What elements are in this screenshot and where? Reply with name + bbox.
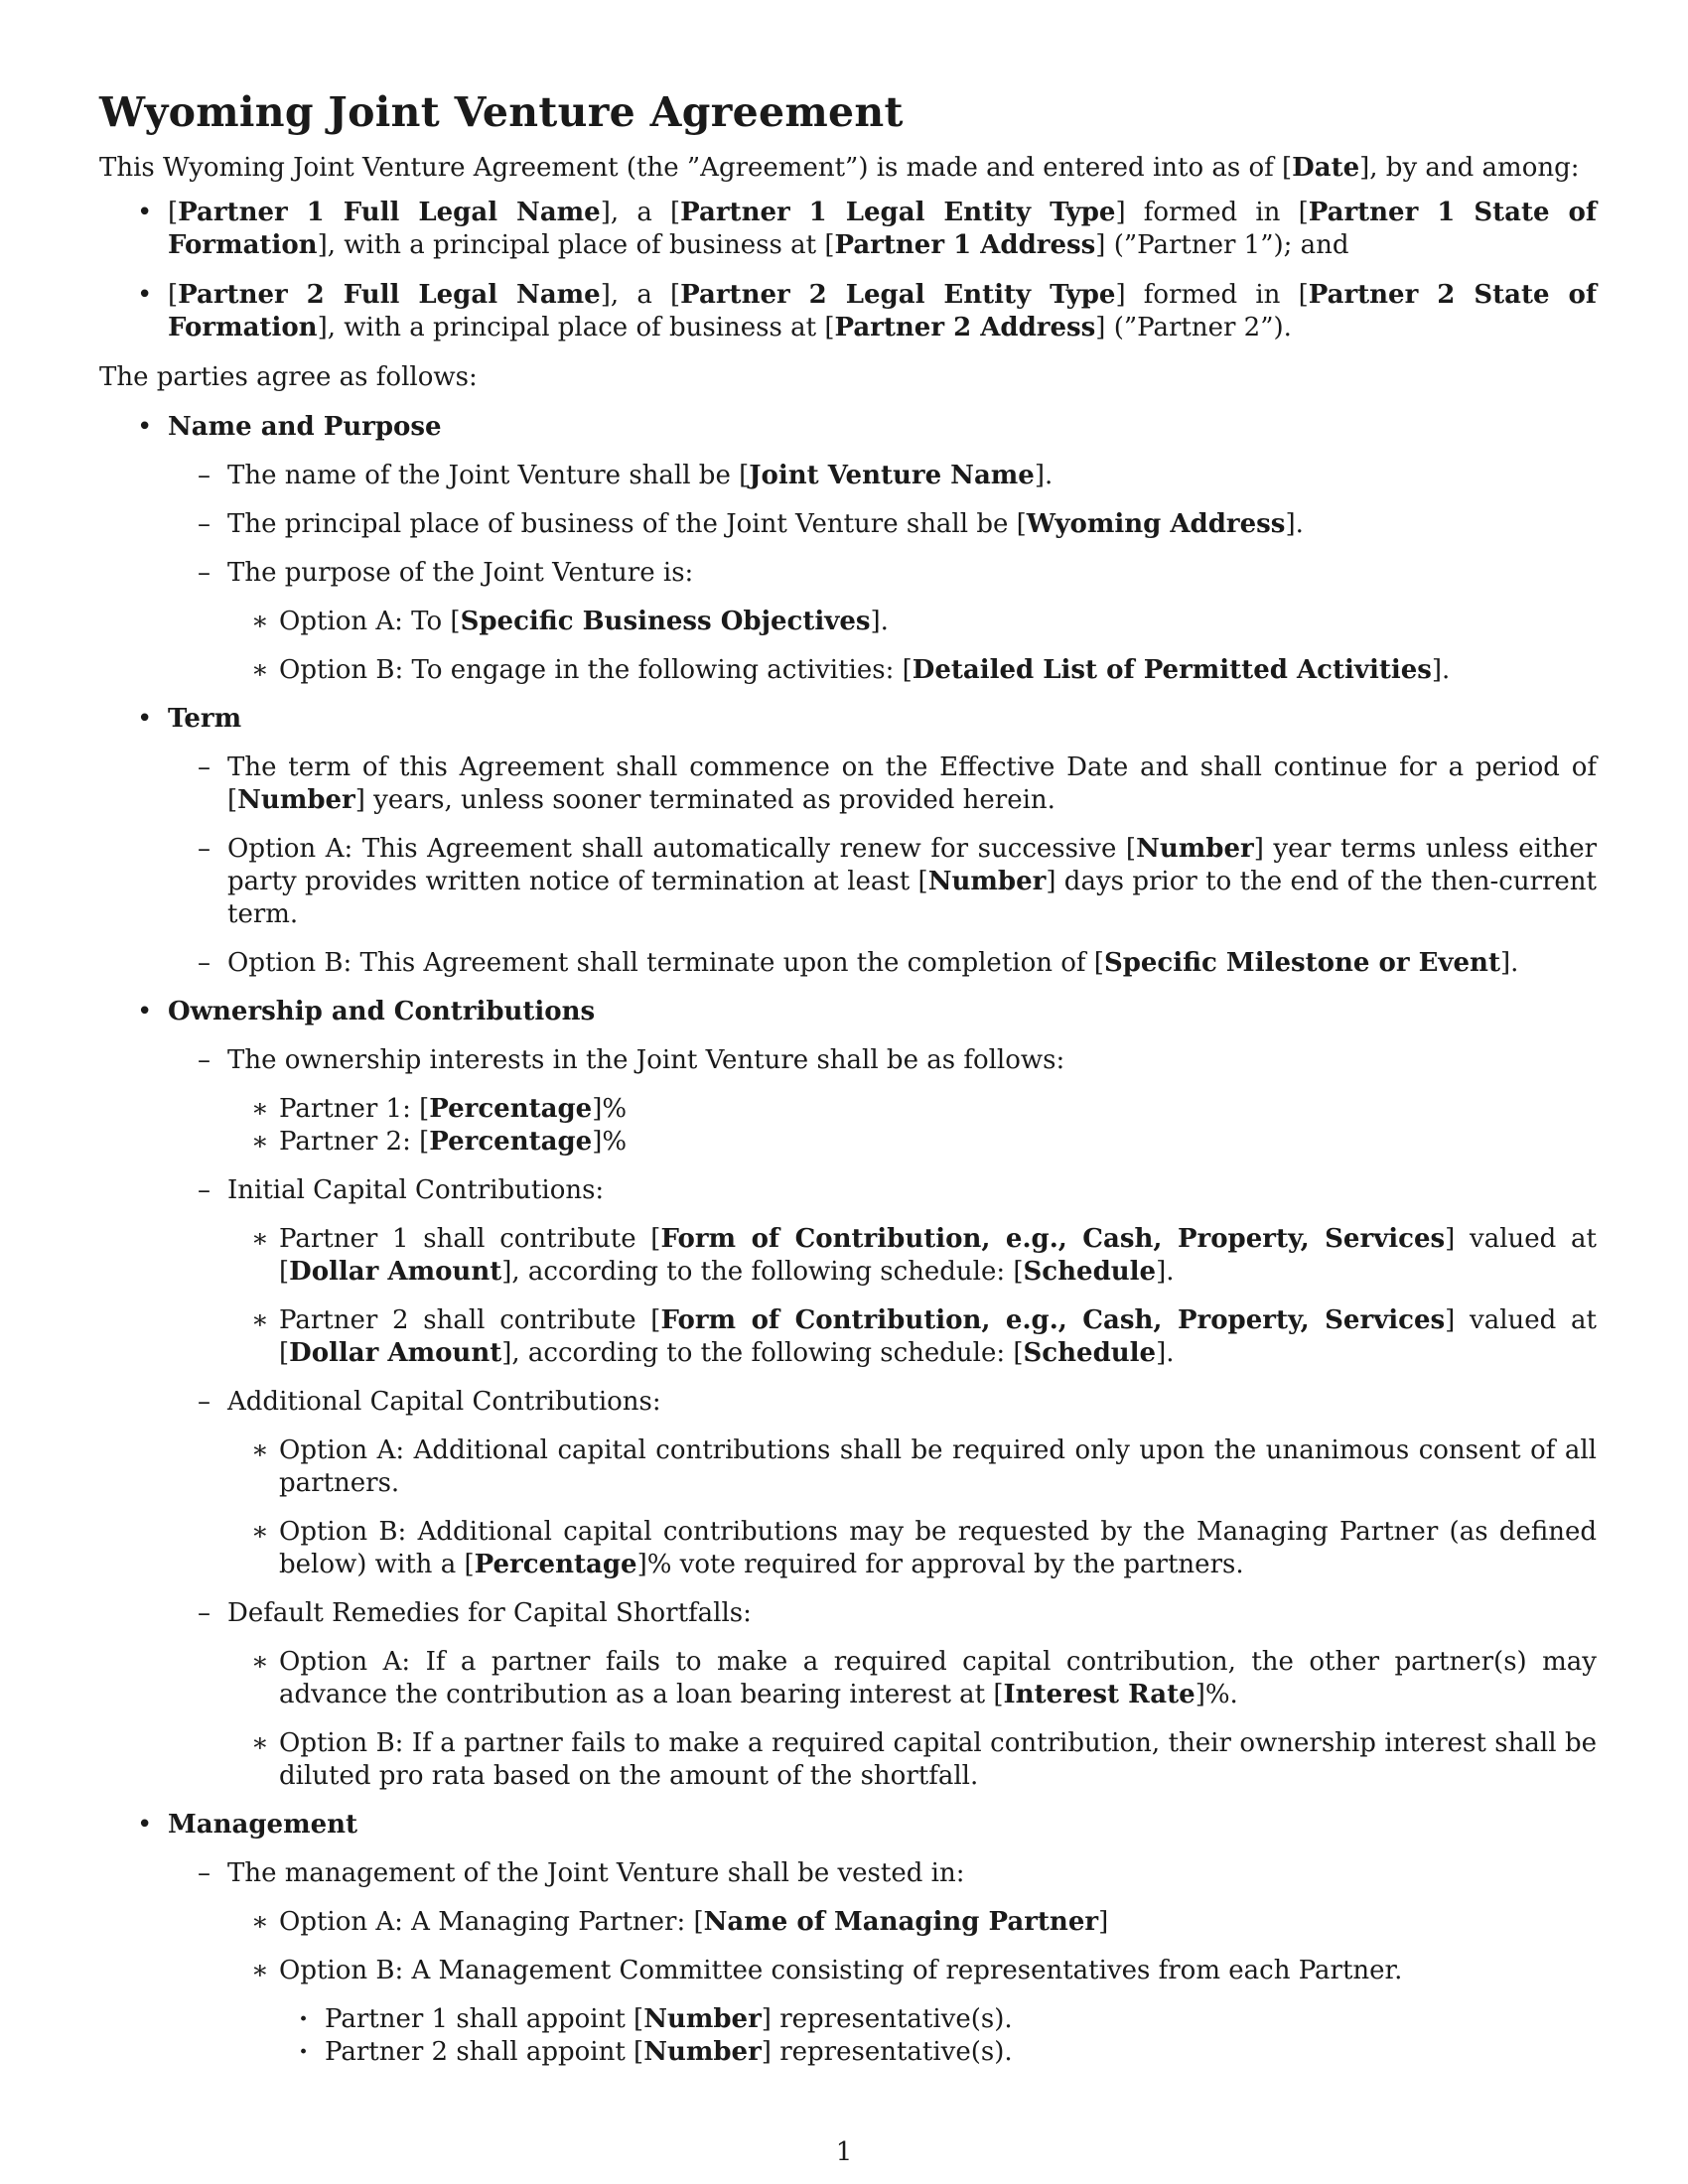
representative-item bbox=[279, 2003, 1597, 2036]
text: ] days prior to the end of the then-current term. bbox=[227, 867, 1598, 929]
text: ] formed in [ bbox=[1115, 198, 1309, 227]
text: Partner 2: [ bbox=[279, 1127, 430, 1157]
text: Option A: To [ bbox=[279, 607, 461, 636]
text: ]. bbox=[1156, 1338, 1175, 1368]
option-list bbox=[227, 1906, 1597, 2069]
option-list bbox=[227, 1434, 1597, 1581]
intro-paragraph bbox=[99, 152, 1597, 185]
text: ]. bbox=[1156, 1257, 1175, 1287]
text: The management of the Joint Venture shall be vested in: bbox=[227, 1858, 965, 1888]
option-item bbox=[227, 1955, 1597, 2069]
text: Option B: To engage in the following activities: [ bbox=[279, 655, 913, 685]
option-item bbox=[227, 1727, 1597, 1793]
agree-line: The parties agree as follows: bbox=[99, 362, 478, 392]
placeholder: Specific Milestone or Event bbox=[1103, 948, 1500, 978]
text: ]. bbox=[870, 607, 889, 636]
list-item bbox=[168, 833, 1597, 931]
list-item bbox=[168, 751, 1597, 817]
placeholder: Dollar Amount bbox=[289, 1338, 502, 1368]
sections-list bbox=[99, 411, 1597, 2069]
section-name-purpose bbox=[99, 411, 1597, 687]
list-item bbox=[168, 460, 1597, 492]
text: Option B: This Agreement shall terminate upon the completion of [ bbox=[227, 948, 1104, 978]
placeholder: Number bbox=[927, 867, 1047, 896]
text: The term of this Agreement shall commence on the Effective Date and shall continue for a period of [ bbox=[227, 752, 1597, 815]
parties-list bbox=[99, 197, 1597, 344]
placeholder: Percentage bbox=[429, 1094, 593, 1124]
intro-lead: This Wyoming Joint Venture Agreement (the ”Agreement”) is made and entered into as of [ bbox=[99, 153, 1293, 183]
document-page bbox=[99, 87, 1597, 2085]
text: ], a [ bbox=[600, 280, 681, 310]
party-state: Partner 1 State of Formation bbox=[168, 198, 1598, 260]
section-title: • Name and Purpose bbox=[168, 412, 442, 442]
text: The ownership interests in the Joint Venture shall be as follows: bbox=[227, 1045, 1065, 1075]
party-entity: Partner 2 Legal Entity Type bbox=[680, 280, 1116, 310]
text: ] (”Partner 1”); and bbox=[1095, 230, 1349, 260]
section-title: • Ownership and Contributions bbox=[168, 997, 596, 1026]
list-item bbox=[168, 1174, 1597, 1370]
placeholder: Dollar Amount bbox=[289, 1257, 502, 1287]
intro-tail: ], by and among: bbox=[1359, 153, 1580, 183]
option-item bbox=[227, 1223, 1597, 1289]
placeholder: Name of Managing Partner bbox=[703, 1907, 1099, 1937]
party-entity: Partner 1 Legal Entity Type bbox=[680, 198, 1116, 227]
text: Partner 2 shall contribute [ bbox=[279, 1305, 661, 1335]
option-list bbox=[227, 1093, 1597, 1159]
text: ]. bbox=[1499, 948, 1519, 978]
text: ] (”Partner 2”). bbox=[1095, 313, 1292, 342]
text: ] formed in [ bbox=[1115, 280, 1309, 310]
list-item bbox=[168, 557, 1597, 687]
placeholder: Detailed List of Permitted Activities bbox=[912, 655, 1432, 685]
text: ]. bbox=[1285, 509, 1304, 539]
option-item bbox=[227, 1093, 1597, 1126]
text: The purpose of the Joint Venture is: bbox=[227, 558, 694, 588]
placeholder: Wyoming Address bbox=[1026, 509, 1286, 539]
sublist bbox=[168, 1857, 1597, 2069]
placeholder: Number bbox=[643, 2004, 762, 2034]
text: ] year terms unless either party provides written notice of termination at least [ bbox=[227, 834, 1598, 896]
placeholder: Number bbox=[643, 2037, 762, 2067]
placeholder: Percentage bbox=[429, 1127, 593, 1157]
section-management bbox=[99, 1809, 1597, 2069]
party-address: Partner 1 Address bbox=[834, 230, 1096, 260]
text: Option A: If a partner fails to make a required capital contribution, the other partner(s) may advance the contribution as a loan bearing interest at [ bbox=[279, 1647, 1597, 1709]
option-item bbox=[227, 1126, 1597, 1159]
option-item bbox=[227, 654, 1597, 687]
section-title: • Term bbox=[168, 704, 242, 734]
party-name: Partner 2 Full Legal Name bbox=[178, 280, 601, 310]
list-item bbox=[168, 947, 1597, 980]
list-item bbox=[168, 1597, 1597, 1793]
text: The principal place of business of the Joint Venture shall be [ bbox=[227, 509, 1027, 539]
representative-item bbox=[279, 2036, 1597, 2069]
text: ]. bbox=[1034, 461, 1054, 490]
text: Option B: Additional capital contributions may be requested by the Managing Partner (as defined below) with a [ bbox=[279, 1517, 1597, 1579]
option-list bbox=[227, 606, 1597, 687]
option-item bbox=[227, 1304, 1597, 1370]
text: ]% bbox=[592, 1127, 628, 1157]
text: Default Remedies for Capital Shortfalls: bbox=[227, 1598, 752, 1628]
placeholder: Schedule bbox=[1023, 1257, 1157, 1287]
text: Option A: This Agreement shall automatically renew for successive [ bbox=[227, 834, 1137, 864]
text: ], a [ bbox=[600, 198, 681, 227]
text: ], according to the following schedule: [ bbox=[501, 1257, 1024, 1287]
text: ]. bbox=[1431, 655, 1451, 685]
party-item: • [Partner 2 Full Legal Name], a [Partner 2 Legal Entity Type] formed in [Partner 2 State of Formation], with a principal place of business at [Partner 2 Address] (”Partner 2”). bbox=[99, 279, 1597, 344]
text: ] bbox=[1098, 1907, 1109, 1937]
placeholder: Percentage bbox=[474, 1550, 637, 1579]
list-item bbox=[168, 1857, 1597, 2069]
text: Option A: A Managing Partner: [ bbox=[279, 1907, 704, 1937]
text: ] valued at [ bbox=[279, 1305, 1597, 1368]
text: ] representative(s). bbox=[761, 2037, 1013, 2067]
list-item bbox=[168, 508, 1597, 541]
placeholder: Form of Contribution, e.g., Cash, Property, Services bbox=[660, 1305, 1446, 1335]
option-item bbox=[227, 606, 1597, 638]
section-ownership bbox=[99, 996, 1597, 1793]
party-address: Partner 2 Address bbox=[834, 313, 1096, 342]
text: ]%. bbox=[1195, 1680, 1238, 1709]
text: ] representative(s). bbox=[761, 2004, 1013, 2034]
text: ]% vote required for approval by the partners. bbox=[636, 1550, 1244, 1579]
text: ], according to the following schedule: [ bbox=[501, 1338, 1024, 1368]
document-title: Wyoming Joint Venture Agreement bbox=[99, 88, 904, 136]
option-list bbox=[227, 1646, 1597, 1793]
text: ] valued at [ bbox=[279, 1224, 1597, 1287]
text: Partner 1 shall contribute [ bbox=[279, 1224, 661, 1254]
text: Partner 1 shall appoint [ bbox=[325, 2004, 644, 2034]
text: ], with a principal place of business at [ bbox=[317, 313, 835, 342]
party-state: Partner 2 State of Formation bbox=[168, 280, 1598, 342]
text: ] years, unless sooner terminated as provided herein. bbox=[354, 785, 1055, 815]
sublist bbox=[168, 751, 1597, 980]
text: Partner 2 shall appoint [ bbox=[325, 2037, 644, 2067]
option-item bbox=[227, 1906, 1597, 1939]
list-item bbox=[168, 1044, 1597, 1159]
text: The name of the Joint Venture shall be [ bbox=[227, 461, 750, 490]
party-name: Partner 1 Full Legal Name bbox=[178, 198, 601, 227]
placeholder: Schedule bbox=[1023, 1338, 1157, 1368]
representative-list bbox=[279, 2003, 1597, 2069]
section-term bbox=[99, 703, 1597, 980]
placeholder: Joint Venture Name bbox=[749, 461, 1035, 490]
placeholder: Specific Business Objectives bbox=[460, 607, 871, 636]
text: Initial Capital Contributions: bbox=[227, 1175, 605, 1205]
text: ]% bbox=[592, 1094, 628, 1124]
option-item bbox=[227, 1516, 1597, 1581]
section-title: • Management bbox=[168, 1810, 358, 1840]
date-placeholder: Date bbox=[1292, 153, 1360, 183]
option-item bbox=[227, 1646, 1597, 1711]
sublist bbox=[168, 460, 1597, 687]
page-number: 1 bbox=[835, 2137, 853, 2167]
text: Option A: Additional capital contributions shall be required only upon the unanimous consent of all partners. bbox=[279, 1435, 1597, 1498]
placeholder: Number bbox=[1136, 834, 1254, 864]
placeholder: Number bbox=[237, 785, 355, 815]
text: Option B: If a partner fails to make a required capital contribution, their ownership interest shall be diluted pro rata based on the amount of the shortfall. bbox=[279, 1728, 1597, 1791]
option-list bbox=[227, 1223, 1597, 1370]
text: ], with a principal place of business at [ bbox=[317, 230, 835, 260]
text: Additional Capital Contributions: bbox=[227, 1387, 661, 1417]
party-item: • [Partner 1 Full Legal Name], a [Partner 1 Legal Entity Type] formed in [Partner 1 State of Formation], with a principal place of business at [Partner 1 Address] (”Partner 1”); and bbox=[99, 197, 1597, 262]
sublist bbox=[168, 1044, 1597, 1793]
text: Option B: A Management Committee consisting of representatives from each Partner. bbox=[279, 1956, 1403, 1985]
option-item bbox=[227, 1434, 1597, 1500]
placeholder: Interest Rate bbox=[1003, 1680, 1196, 1709]
text: Partner 1: [ bbox=[279, 1094, 430, 1124]
placeholder: Form of Contribution, e.g., Cash, Property, Services bbox=[660, 1224, 1446, 1254]
list-item bbox=[168, 1386, 1597, 1581]
